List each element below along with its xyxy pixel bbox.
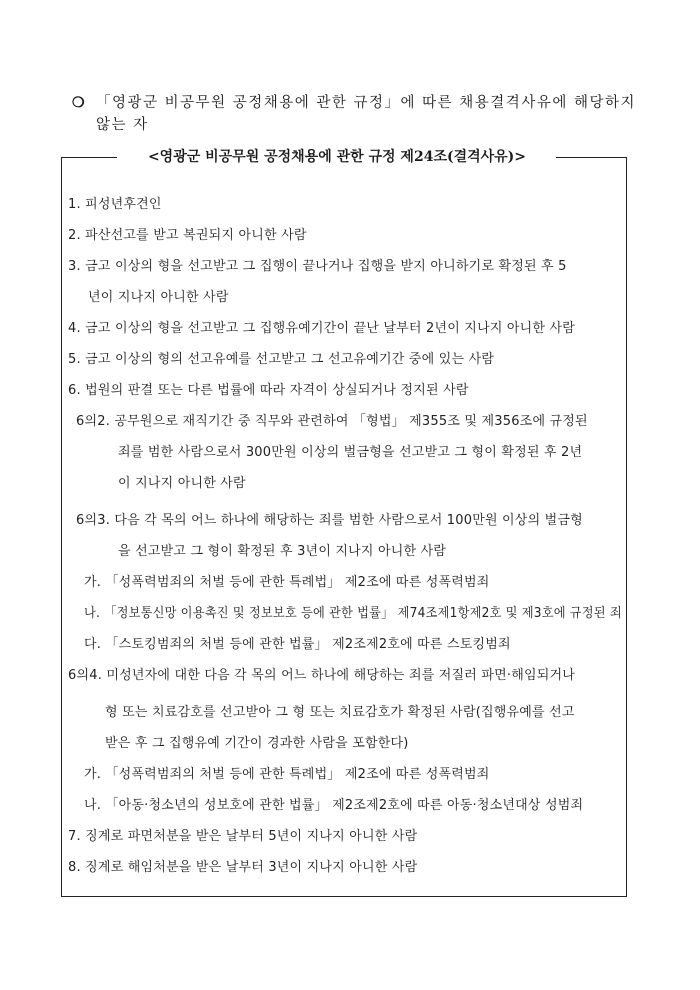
regulation-line: 6의4. 미성년자에 대한 다음 각 목의 어느 하나에 해당하는 죄를 저질러 파면·해임되거나: [68, 668, 576, 683]
regulation-line: 을 선고받고 그 형이 확정된 후 3년이 지나지 아니한 사람: [118, 544, 447, 559]
regulation-line: 7. 징계로 파면처분을 받은 날부터 5년이 지나지 아니한 사람: [68, 829, 418, 844]
circle-bullet-icon: ❍: [72, 95, 87, 111]
intro-paragraph: [72, 92, 652, 136]
regulation-line: 이 지나지 아니한 사람: [118, 476, 246, 491]
regulation-line: 3. 금고 이상의 형을 선고받고 그 집행이 끝나거나 집행을 받지 아니하기로 확정된 후 5: [68, 259, 567, 274]
regulation-line: 8. 징계로 해임처분을 받은 날부터 3년이 지나지 아니한 사람: [68, 860, 418, 875]
regulation-line: 6. 법원의 판결 또는 다른 법률에 따라 자격이 상실되거나 정지된 사람: [68, 383, 469, 398]
regulation-line: 죄를 범한 사람으로서 300만원 이상의 벌금형을 선고받고 그 형이 확정된 후 2년: [118, 445, 583, 460]
regulation-line: 다. 「스토킹범죄의 처벌 등에 관한 법률」 제2조제2호에 따른 스토킹범죄: [84, 637, 511, 652]
regulation-line: 년이 지나지 아니한 사람: [88, 290, 229, 305]
box-top-border-left: [61, 157, 117, 158]
intro-text: 「영광군 비공무원 공정채용에 관한 규정」에 따른 채용결격사유에 해당하지 않는 자: [96, 95, 636, 133]
regulation-line: 가. 「성폭력범죄의 처벌 등에 관한 특례법」 제2조에 따른 성폭력범죄: [84, 767, 490, 782]
regulation-line: 가. 「성폭력범죄의 처벌 등에 관한 특례법」 제2조에 따른 성폭력범죄: [84, 575, 490, 590]
regulation-line: 나. 「아동·청소년의 성보호에 관한 법률」 제2조제2호에 따른 아동·청소년대상 성범죄: [84, 798, 584, 813]
regulation-line: 받은 후 그 집행유예 기간이 경과한 사람을 포함한다): [105, 736, 409, 751]
regulation-line: 1. 피성년후견인: [68, 197, 162, 212]
regulation-box-title: <영광군 비공무원 공정채용에 관한 규정 제24조(결격사유)>: [147, 149, 527, 165]
regulation-line: 4. 금고 이상의 형을 선고받고 그 집행유예기간이 끝난 날부터 2년이 지나지 아니한 사람: [68, 321, 576, 336]
regulation-line: 2. 파산선고를 받고 복권되지 아니한 사람: [68, 228, 307, 243]
regulation-line: 6의2. 공무원으로 재직기간 중 직무와 관련하여 「형법」 제355조 및 제356조에 규정된: [76, 414, 588, 429]
regulation-line: 나. 「정보통신망 이용촉진 및 정보보호 등에 관한 법률」 제74조제1항제2호 및 제3호에 규정된 죄: [84, 606, 622, 621]
regulation-line: 5. 금고 이상의 형의 선고유예를 선고받고 그 선고유예기간 중에 있는 사람: [68, 352, 495, 367]
regulation-line: 형 또는 치료감호를 선고받아 그 형 또는 치료감호가 확정된 사람(집행유예를 선고: [105, 705, 575, 720]
regulation-line: 6의3. 다음 각 목의 어느 하나에 해당하는 죄를 범한 사람으로서 100만원 이상의 벌금형: [76, 513, 583, 528]
box-top-border-right: [556, 157, 627, 158]
